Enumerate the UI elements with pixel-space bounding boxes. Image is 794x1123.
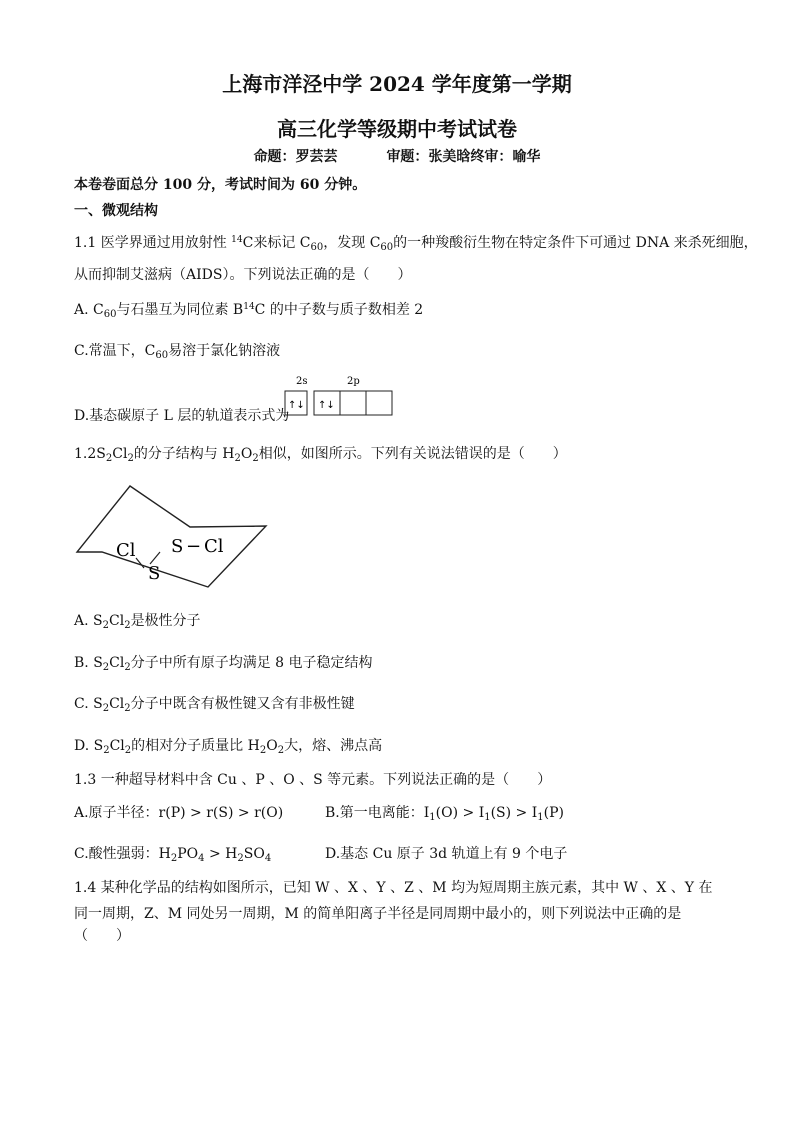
q1-2-stem: $1.2S_2Cl_2$的分子结构与 $H_2O_2$相似，如图所示。下列有关说法错误的是（ ）	[74, 446, 567, 464]
q1-1-option-c: C.常温下，$C_{60}$易溶于氯化钠溶液	[74, 343, 281, 361]
q1-2-option-d: D. $S_2Cl_2$的相对分子质量比 $H_2O_2$大，熔、沸点高	[74, 738, 383, 756]
q1-2-option-b: B. $S_2Cl_2$分子中所有原子均满足 8 电子稳定结构	[74, 655, 373, 673]
exam-title-school: 上海市洋泾中学 2024 学年度第一学期	[222, 72, 572, 96]
q1-1-option-d: D.基态碳原子 L 层的轨道表示式为	[74, 408, 290, 424]
q1-1-option-a: A. $C_{60}$与石墨互为同位素 $B^{14}C$ 的中子数与质子数相差 2	[74, 302, 424, 320]
q1-4-stem-line3: （ ）	[74, 928, 130, 944]
exam-intro: 本卷卷面总分 100 分，考试时间为 60 分钟。	[74, 177, 367, 193]
reviewer-credit: 审题：张美晗终审：喻华	[386, 149, 541, 165]
q1-4-stem-line1: 1.4 某种化学品的结构如图所示，已知 W 、X 、Y 、Z 、M 均为短周期主族元素，其中 W 、X 、Y 在	[74, 880, 713, 896]
exam-title-subject: 高三化学等级期中考试试卷	[277, 117, 517, 141]
q1-2-option-a: A. $S_2Cl_2$是极性分子	[74, 613, 201, 631]
author-credit: 命题：罗芸芸	[253, 149, 338, 165]
figure-label-cl-right: Cl	[204, 536, 224, 557]
q1-3-stem: 1.3 一种超导材料中含 Cu 、P 、O 、S 等元素。下列说法正确的是（ ）	[74, 772, 552, 788]
q1-1-stem-cont: 从而抑制艾滋病（AIDS）。下列说法正确的是（ ）	[74, 267, 412, 283]
q1-4-stem-line2: 同一周期，Z、M 同处另一周期，M 的简单阳离子半径是同周期中最小的，则下列说法中正确的是	[74, 906, 682, 922]
credits-line	[0, 146, 794, 166]
orbital-2s-electrons: ↑↓	[288, 400, 305, 411]
orbital-2s-label: 2s	[296, 376, 308, 387]
figure-label-s-top: S	[171, 536, 184, 557]
q1-3-option-d: D.基态 Cu 原子 3d 轨道上有 9 个电子	[325, 846, 568, 862]
q1-3-option-c: C.酸性强弱：$H_2PO_4 > H_2SO_4$	[74, 846, 272, 864]
q1-3-option-a: A.原子半径：r(P) > r(S) > r(O)	[74, 805, 284, 821]
figure-bond-dash: −	[186, 536, 202, 557]
s2cl2-structure-figure	[74, 482, 274, 592]
orbital-2p-electrons: ↑↓	[318, 400, 335, 411]
figure-label-s-bottom: S	[148, 563, 161, 584]
section-heading: 一、微观结构	[74, 203, 158, 219]
q1-2-option-c: C. $S_2Cl_2$分子中既含有极性键又含有非极性键	[74, 696, 355, 714]
orbital-diagram	[284, 376, 396, 418]
q1-3-option-b: B.第一电离能：$I_1(O) > I_1(S) > I_1(P)$	[325, 805, 564, 823]
figure-label-cl-left: Cl	[116, 540, 136, 561]
orbital-2p-label: 2p	[347, 376, 360, 387]
q1-1-stem: 1.1 医学界通过用放射性 $^{14}$C来标记 $C_{60}$，发现 $C_{60}$的一种羧酸衍生物在特定条件下可通过 DNA 来杀死细胞，	[74, 235, 758, 253]
